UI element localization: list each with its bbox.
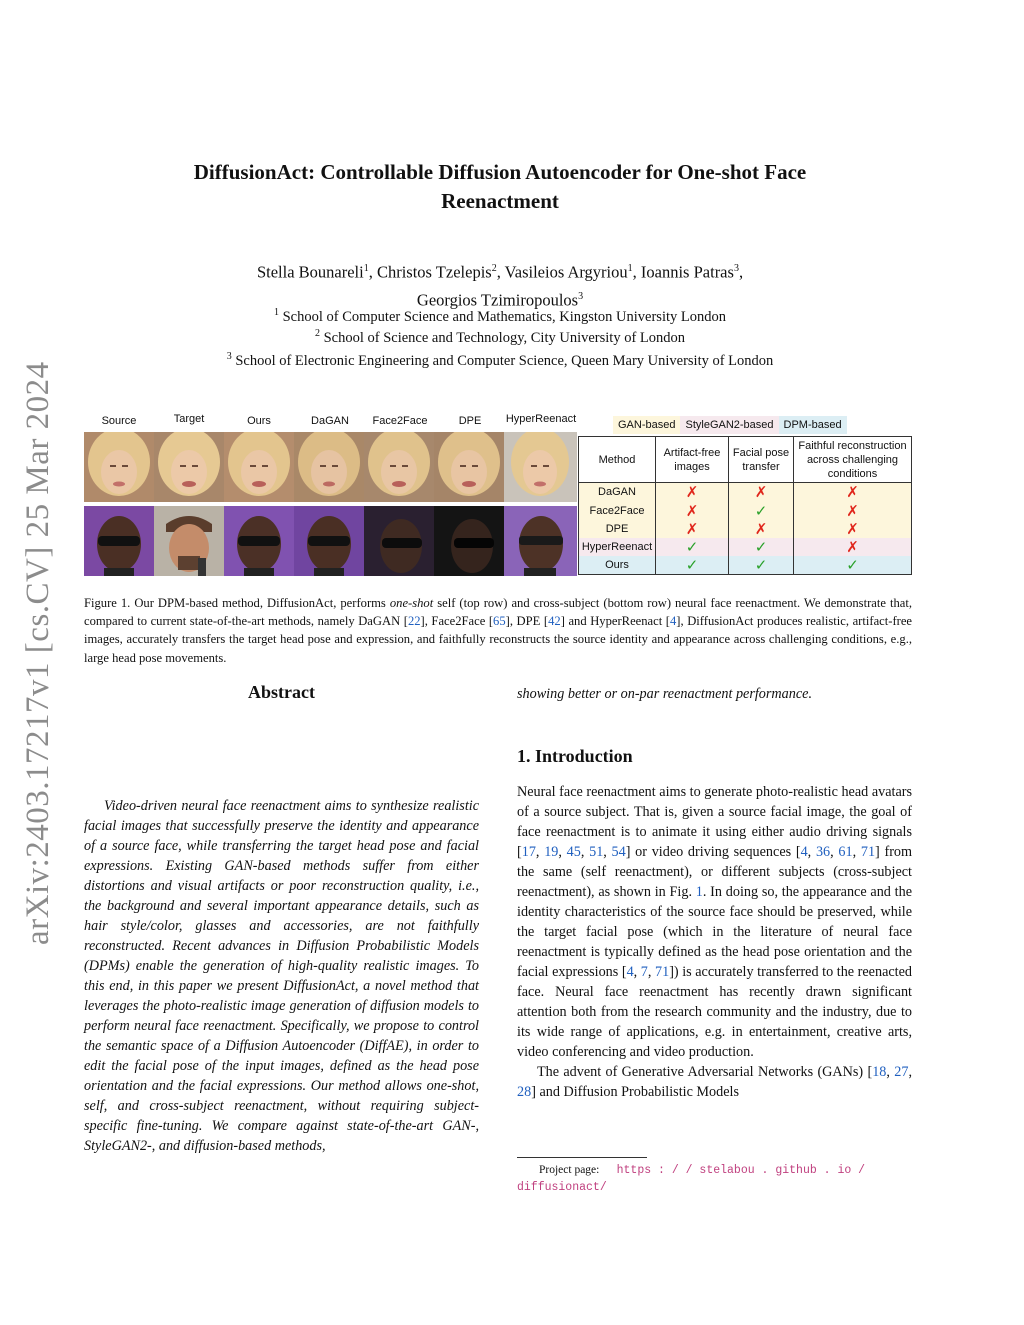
author-5-affil: 3 [578, 290, 584, 302]
citation-link[interactable]: 71 [655, 964, 670, 980]
row-method: DPE [579, 520, 656, 538]
citation-link[interactable]: 42 [548, 614, 561, 629]
citation-link[interactable]: 27 [894, 1064, 909, 1080]
face-image [504, 432, 577, 502]
label-source: Source [101, 415, 137, 427]
cell-mark: ✓ [729, 556, 794, 575]
table-row [579, 502, 912, 520]
caption-text: ], DPE [ [505, 614, 549, 629]
paper-title [0, 158, 1000, 216]
face-image [434, 506, 504, 576]
face-image [364, 506, 434, 576]
cell-mark: ✓ [846, 556, 859, 574]
citation-link[interactable]: 4 [670, 614, 677, 629]
citation-link[interactable]: 28 [517, 1084, 532, 1100]
intro-text: ] from the same (self reenactment), or different subjects (cross-subject reenactment), as shown in Fig. [517, 844, 913, 900]
affiliation-1-number: 1 [273, 307, 279, 318]
header-pose-transfer: Facial pose transfer [729, 437, 794, 483]
caption-text: ] and HyperReenact [ [560, 614, 670, 629]
label-dpe: DPE [458, 415, 482, 427]
legend-stylegan: StyleGAN2-based [680, 416, 778, 434]
project-page-link-cont[interactable]: diffusionact/ [517, 1181, 607, 1194]
intro-text: . In doing so, the appearance and the identity characteristics of the source face should be preserved, while the target facial pose (which in the literature of neural face reenactment is typically defined as the head pose orientation and the facial expressions [ [517, 884, 912, 980]
caption-emphasis: one-shot [389, 596, 434, 610]
label-target: Target [173, 413, 205, 425]
table-row [579, 556, 912, 575]
introduction-body [517, 782, 912, 1102]
face-image [294, 506, 364, 576]
face-row-cross [84, 506, 577, 576]
face-image [224, 506, 294, 576]
caption-text: Figure 1. Our DPM-based method, DiffusionAct, performs [84, 596, 390, 610]
author-3-affil: 1 [627, 263, 633, 274]
citation-link[interactable]: 7 [640, 964, 648, 980]
arxiv-identifier: arXiv:2403.17217v1 [cs.CV] 25 Mar 2024 [20, 361, 56, 945]
face-image [434, 432, 504, 502]
author-1-affil: 1 [363, 263, 369, 274]
citation-link[interactable]: 18 [872, 1064, 887, 1080]
legend-dpm: DPM-based [779, 416, 847, 434]
cell-mark: ✗ [846, 538, 859, 556]
cell-mark: ✗ [656, 520, 729, 538]
caption-text: ], DiffusionAct produces realistic, artifact-free images, accurately transfers the target head pose and expression, and faithfully reconstructs the source identity and appearance across challenging conditions, e.g., large head pose movements. [84, 614, 913, 665]
face-image [294, 432, 364, 502]
intro-text: The advent of Generative Adversarial Networks (GANs) [ [537, 1064, 873, 1080]
footnote-label: Project page: [539, 1164, 600, 1176]
affiliation-3-number: 3 [226, 351, 232, 362]
citation-link[interactable]: 51 [589, 844, 604, 860]
legend-gan: GAN-based [613, 416, 680, 434]
citation-link[interactable]: 17 [521, 844, 536, 860]
row-method: DaGAN [579, 483, 656, 502]
abstract-heading: Abstract [248, 682, 315, 702]
cell-mark: ✗ [656, 502, 729, 520]
intro-text: ] or video driving sequences [ [625, 844, 801, 860]
abstract-continuation: showing better or on-par reenactment performance. [517, 686, 812, 702]
caption-text: self (top row) and cross-subject (bottom row) neural face reenactment. We demonstrate that, compared to current state-of-the-art methods, namely DaGAN [ [84, 596, 912, 629]
affiliation-3-text: School of Electronic Engineering and Computer Science, Queen Mary University of London [235, 352, 774, 369]
face-image [154, 432, 224, 502]
figure-link[interactable]: 1 [695, 884, 703, 900]
title-line-1: DiffusionAct: Controllable Diffusion Autoencoder for One-shot Face [193, 160, 807, 184]
cell-mark: ✗ [846, 502, 859, 520]
affiliation-1-text: School of Computer Science and Mathematics, Kingston University London [282, 308, 726, 325]
title-line-2: Reenactment [441, 189, 559, 213]
author-5: Georgios Tzimiropoulos [416, 290, 579, 309]
label-face2face: Face2Face [372, 415, 428, 427]
affiliation-2 [0, 324, 1000, 348]
cell-mark: ✗ [729, 483, 794, 502]
figure-caption [84, 594, 912, 667]
author-2-affil: 2 [491, 263, 497, 274]
cell-mark: ✗ [846, 484, 859, 502]
header-faithful-reconstruction: Faithful reconstruction across challenging conditions [798, 439, 907, 480]
project-page-link[interactable]: https : / / stelabou . github . io / [616, 1164, 866, 1177]
footnote-rule [517, 1157, 647, 1158]
cell-mark: ✗ [729, 520, 794, 538]
cell-mark: ✓ [729, 538, 794, 556]
citation-link[interactable]: 4 [626, 964, 634, 980]
table-row [579, 538, 912, 556]
citation-link[interactable]: 4 [800, 844, 808, 860]
header-artifact-free: Artifact-free images [656, 437, 729, 483]
citation-link[interactable]: 45 [566, 844, 581, 860]
face-image [504, 506, 577, 576]
citation-link[interactable]: 61 [838, 844, 853, 860]
label-ours: Ours [247, 415, 271, 427]
row-method: Face2Face [579, 502, 656, 520]
face-image [364, 432, 434, 502]
figure-legend [613, 416, 847, 434]
table-row [579, 520, 912, 538]
row-method: Ours [579, 556, 656, 575]
intro-paragraph-1: Neural face reenactment aims to generate photo-realistic head avatars of a source subject. That is, given a source facial image, the goal of face reenactment is to animate it using either audio driving signals [17, 19, 45, 51, 54] or video driving sequences [4, 36, 61, 71] from the same (self reenactment), or different subjects (cross-subject reenactment), as shown in Fig. 1. In doing so, the appearance and the identity characteristics of the source face should be preserved, while the target facial pose (which in the literature of neural face reenactment is typically defined as the head pose orientation and the facial expressions [4, 7, 71]) is accurately transferred to the reenacted face. Neural face reenactment has recently drawn significant attention both from the research community and the industry, due to its wide range of applications, e.g. in entertainment, creative arts, video conferencing and video production. [517, 784, 913, 1060]
citation-link[interactable]: 19 [544, 844, 559, 860]
affiliation-3 [0, 347, 1000, 371]
face-image [84, 432, 154, 502]
intro-text: ]) is accurately transferred to the reenacted face. Neural face reenactment has recently drawn significant attention both from the research community and the industry, due to its wide range of applications, e.g. in entertainment, creative arts, video conferencing and video production. [517, 964, 912, 1060]
cell-mark: ✗ [656, 483, 729, 502]
affiliation-2-number: 2 [314, 328, 320, 339]
author-1: Stella Bounareli [256, 262, 364, 282]
cell-mark: ✓ [656, 556, 729, 575]
citation-link[interactable]: 71 [860, 844, 876, 860]
citation-link[interactable]: 65 [493, 614, 506, 629]
comparison-table [578, 436, 912, 575]
intro-text: Neural face reenactment aims to generate photo-realistic head avatars of a source subject. That is, given a source facial image, the goal of face reenactment is to animate it using either audio driving signals [ [517, 784, 912, 860]
label-hyperreenact: HyperReenact [505, 413, 577, 425]
label-dagan: DaGAN [311, 415, 349, 427]
citation-link[interactable]: 54 [611, 844, 626, 860]
face-image [84, 506, 154, 576]
cell-mark: ✗ [846, 520, 859, 538]
row-method: HyperReenact [579, 538, 656, 556]
introduction-heading: 1. Introduction [517, 746, 633, 766]
author-3: Vasileios Argyriou [504, 262, 628, 282]
face-image [224, 432, 294, 502]
face-image [154, 506, 224, 576]
cell-mark: ✓ [656, 538, 729, 556]
author-4-affil: 3 [733, 263, 739, 274]
author-4: Ioannis Patras [640, 262, 734, 282]
author-2: Christos Tzelepis [376, 262, 492, 282]
intro-paragraph-2: The advent of Generative Adversarial Networks (GANs) [18, 27, 28] and Diffusion Probabilistic Models [517, 1064, 912, 1100]
abstract-body: Video-driven neural face reenactment aims to synthesize realistic facial images that successfully preserve the identity and appearance of a source face, while transferring the target head pose and facial expressions. Existing GAN-based methods suffer from either distortions and visual artifacts or poor reconstruction quality, i.e., the background and several important appearance details, such as hair style/color, glasses and accessories, are not faithfully reconstructed. Recent advances in Diffusion Probabilistic Models (DPMs) enable the generation of high-quality realistic images. To this end, in this paper we present DiffusionAct, a novel method that leverages the photo-realistic image generation of diffusion models to perform neural face reenactment. Specifically, we propose to control the semantic space of a Diffusion Autoencoder (DiffAE), in order to edit the facial pose of the input images, defined as the head pose orientation and the facial expressions. Our method allows one-shot, self, and cross-subject reenactment, without requiring subject-specific fine-tuning. We compare against state-of-the-art GAN-, StyleGAN2-, and diffusion-based methods, [84, 798, 479, 1154]
author-list: Stella Bounareli$^1$, Christos Tzelepis$^2$, Vasileios Argyriou$^1$, Ioannis Patras$^3$, Georgios Tzimiropoulos$^3$ [256, 262, 744, 309]
citation-link[interactable]: 22 [407, 614, 421, 629]
header-method: Method [579, 437, 656, 483]
table-row [579, 483, 912, 502]
affiliation-2-text: School of Science and Technology, City University of London [323, 329, 686, 346]
citation-link[interactable]: 36 [815, 844, 831, 860]
intro-text: ] and Diffusion Probabilistic Models [531, 1084, 739, 1100]
footnote [517, 1162, 912, 1196]
caption-text: ], Face2Face [ [420, 614, 494, 629]
cell-mark: ✓ [729, 502, 794, 520]
face-row-self [84, 432, 577, 502]
